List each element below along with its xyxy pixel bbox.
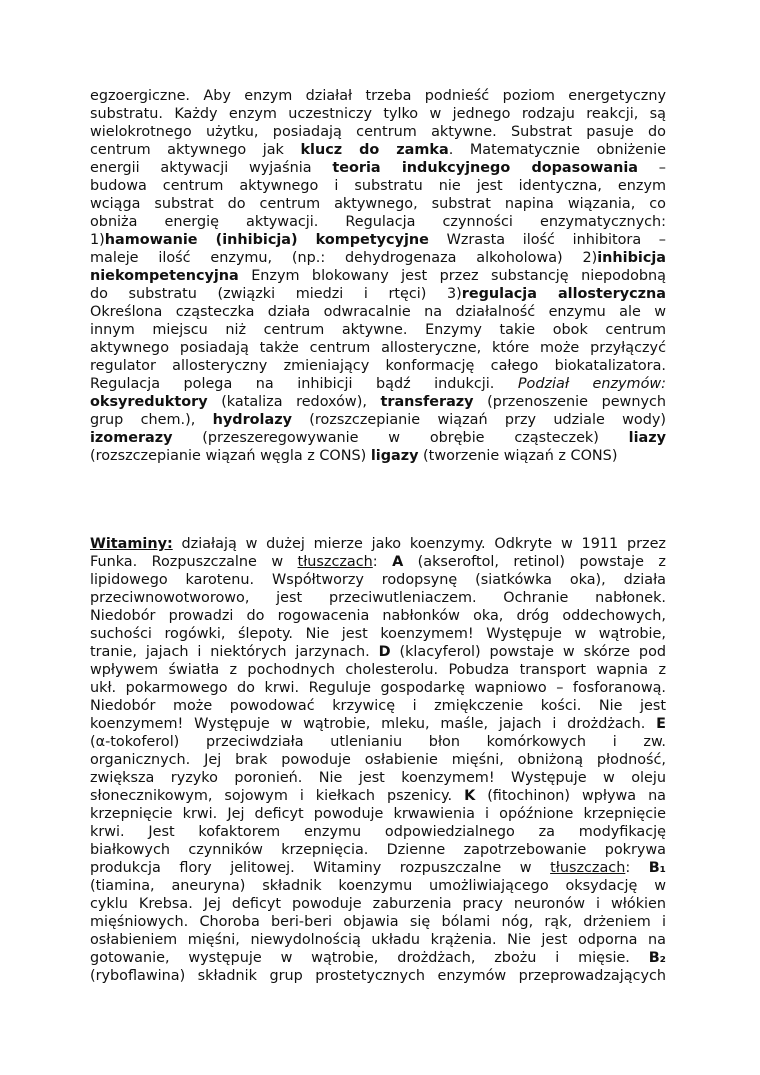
text-segment: energii aktywacji wyjaśnia	[90, 160, 333, 176]
text-line	[90, 411, 666, 429]
text-line	[90, 375, 666, 393]
text-segment: budowa centrum aktywnego i substratu nie jest identyczna, enzym	[90, 178, 666, 194]
text-segment: centrum aktywnego jak	[90, 142, 301, 158]
text-line	[90, 787, 666, 805]
text-segment: wciąga substrat do centrum aktywnego, substrat napina wiązania, co	[90, 196, 666, 212]
text-segment: do substratu (związki miedzi i rtęci) 3)	[90, 286, 462, 302]
enzymes-paragraph	[90, 87, 666, 465]
text-line	[90, 967, 666, 985]
text-segment: mięśniowych. Choroba beri-beri objawia się bólami nóg, rąk, drżeniem i	[90, 914, 666, 930]
text-segment: tłuszczach	[297, 554, 373, 570]
text-line	[90, 393, 666, 411]
text-segment: gotowanie, występuje w wątrobie, drożdżach, zbożu i mięsie.	[90, 950, 649, 966]
text-line	[90, 285, 666, 303]
text-segment: niekompetencyjna	[90, 268, 239, 284]
text-segment: (przenoszenie pewnych	[473, 394, 666, 410]
text-line	[90, 87, 666, 105]
text-line	[90, 339, 666, 357]
text-segment: (akseroftol, retinol) powstaje z	[403, 554, 666, 570]
text-segment: (kataliza redoxów),	[207, 394, 381, 410]
text-segment: wpływem światła z pochodnych cholesterolu. Pobudza transport wapnia z	[90, 662, 666, 678]
text-line	[90, 661, 666, 679]
text-line	[90, 715, 666, 733]
text-segment: –	[638, 160, 666, 176]
text-segment: (rozszczepianie wiązań przy udziale wody)	[291, 412, 666, 428]
text-segment: koenzymem! Występuje w wątrobie, mleku, maśle, jajach i drożdżach.	[90, 716, 657, 732]
text-line	[90, 177, 666, 195]
text-segment: substratu. Każdy enzym uczestniczy tylko w jednego rodzaju reakcji, są	[90, 106, 666, 122]
text-segment: Witaminy:	[90, 536, 173, 552]
text-segment: Wzrasta ilość inhibitora –	[428, 232, 666, 248]
text-segment: hydrolazy	[212, 412, 292, 428]
text-line	[90, 607, 666, 625]
text-line	[90, 303, 666, 321]
text-line	[90, 357, 666, 375]
text-line	[90, 231, 666, 249]
text-segment: (tiamina, aneuryna) składnik koenzymu umożliwiającego oksydację w	[90, 878, 666, 894]
text-line	[90, 931, 666, 949]
text-segment: wielokrotnego użytku, posiadają centrum aktywne. Substrat pasuje do	[90, 124, 666, 140]
text-segment: (tworzenie wiązań z CONS)	[418, 448, 618, 464]
text-line	[90, 535, 666, 553]
text-segment: zwiększa ryzyko poronień. Nie jest koenzymem! Występuje w oleju	[90, 770, 666, 786]
text-line	[90, 105, 666, 123]
text-segment: oksyreduktory	[90, 394, 208, 410]
text-line	[90, 321, 666, 339]
text-segment: tłuszczach	[550, 860, 626, 876]
text-line	[90, 841, 666, 859]
text-segment: B₁	[648, 860, 666, 876]
text-segment: E	[656, 716, 666, 732]
text-line	[90, 877, 666, 895]
text-line	[90, 429, 666, 447]
text-segment: (klacyferol) powstaje w skórze pod	[390, 644, 666, 660]
text-segment: Enzym blokowany jest przez substancję niepodobną	[238, 268, 666, 284]
text-segment: osłabieniem mięśni, niewydolnością układu krążenia. Nie jest odporna na	[90, 932, 666, 948]
text-segment: Określona cząsteczka działa odwracalnie na działalność enzymu ale w	[90, 304, 666, 320]
text-segment: grup chem.),	[90, 412, 213, 428]
text-segment: maleje ilość enzymu, (np.: dehydrogenaza alkoholowa) 2)	[90, 250, 598, 266]
text-segment: egzoergiczne. Aby enzym działał trzeba podnieść poziom energetyczny	[90, 88, 666, 104]
text-segment: Podział enzymów:	[517, 376, 666, 392]
paragraph-gap	[90, 465, 666, 535]
text-segment: izomerazy	[90, 430, 173, 446]
text-segment: Regulacja polega na inhibicji bądź indukcji.	[90, 376, 518, 392]
text-segment: krwi. Jest kofaktorem enzymu odpowiedzialnego za modyfikację	[90, 824, 666, 840]
text-segment: Funka. Rozpuszczalne w	[90, 554, 298, 570]
text-line	[90, 249, 666, 267]
text-line	[90, 159, 666, 177]
text-segment: klucz do zamka	[300, 142, 449, 158]
text-line	[90, 895, 666, 913]
text-line	[90, 195, 666, 213]
text-segment: B₂	[648, 950, 666, 966]
text-line	[90, 571, 666, 589]
text-line	[90, 267, 666, 285]
text-segment: produkcja flory jelitowej. Witaminy rozpuszczalne w	[90, 860, 551, 876]
text-line	[90, 823, 666, 841]
text-segment: (ryboflawina) składnik grup prostetycznych enzymów przeprowadzających	[90, 968, 666, 984]
text-line	[90, 141, 666, 159]
text-segment: teoria indukcyjnego dopasowania	[332, 160, 638, 176]
text-line	[90, 213, 666, 231]
text-segment: działają w dużej mierze jako koenzymy. Odkryte w 1911 przez	[172, 536, 666, 552]
text-segment: białkowych czynników krzepnięcia. Dzienne zapotrzebowanie pokrywa	[90, 842, 666, 858]
text-segment: D	[378, 644, 391, 660]
text-segment: transferazy	[380, 394, 474, 410]
text-line	[90, 625, 666, 643]
text-segment: krzepnięcie krwi. Jej deficyt powoduje krwawienia i opóźnione krzepnięcie	[90, 806, 666, 822]
text-segment: lipidowego karotenu. Współtworzy rodopsynę (siatkówka oka), działa	[90, 572, 666, 588]
text-line	[90, 769, 666, 787]
text-segment: (fitochinon) wpływa na	[475, 788, 666, 804]
text-segment: suchości rogówki, ślepoty. Nie jest koenzymem! Występuje w wątrobie,	[90, 626, 666, 642]
text-segment: innym miejscu niż centrum aktywne. Enzymy takie obok centrum	[90, 322, 666, 338]
text-line	[90, 949, 666, 967]
text-segment: (rozszczepianie wiązań węgla z CONS)	[90, 448, 371, 464]
text-line	[90, 123, 666, 141]
text-segment: przeciwnowotworowo, jest przeciwutleniaczem. Ochranie nabłonek.	[90, 590, 666, 606]
text-segment: liazy	[628, 430, 666, 446]
text-line	[90, 805, 666, 823]
text-segment: aktywnego posiadają także centrum allosteryczne, które może przyłączyć	[90, 340, 666, 356]
text-segment: inhibicja	[597, 250, 666, 266]
text-line	[90, 913, 666, 931]
text-segment: ukł. pokarmowego do krwi. Reguluje gospodarkę wapniowo – fosforanową.	[90, 680, 666, 696]
text-line	[90, 859, 666, 877]
text-segment: 1)	[90, 232, 105, 248]
text-segment: regulator allosteryczny zmieniający konformację całego biokatalizatora.	[90, 358, 666, 374]
text-segment: ligazy	[370, 448, 419, 464]
text-segment: słonecznikowym, sojowym i kiełkach pszenicy.	[90, 788, 465, 804]
text-segment: cyklu Krebsa. Jej deficyt powoduje zaburzenia pracy neuronów i włókien	[90, 896, 666, 912]
text-line	[90, 697, 666, 715]
text-line	[90, 733, 666, 751]
text-segment: tranie, jajach i niektórych jarzynach.	[90, 644, 379, 660]
document-page	[90, 87, 666, 985]
text-segment: (α-tokoferol) przeciwdziała utlenianiu błon komórkowych i zw.	[90, 734, 666, 750]
text-line	[90, 447, 666, 465]
text-segment: hamowanie (inhibicja) kompetycyjne	[104, 232, 429, 248]
text-segment: :	[625, 860, 649, 876]
text-segment: (przeszeregowywanie w obrębie cząsteczek)	[172, 430, 629, 446]
text-line	[90, 589, 666, 607]
text-segment: Niedobór może powodować krzywicę i zmiękczenie kości. Nie jest	[90, 698, 666, 714]
text-line	[90, 553, 666, 571]
text-line	[90, 751, 666, 769]
text-segment: :	[372, 554, 393, 570]
text-line	[90, 643, 666, 661]
text-segment: A	[392, 554, 404, 570]
text-segment: regulacja allosteryczna	[461, 286, 666, 302]
text-segment: K	[464, 788, 476, 804]
text-segment: Niedobór prowadzi do rogowacenia nabłonków oka, dróg oddechowych,	[90, 608, 666, 624]
text-segment: obniża energię aktywacji. Regulacja czynności enzymatycznych:	[90, 214, 666, 230]
text-segment: . Matematycznie obniżenie	[448, 142, 666, 158]
text-segment: organicznych. Jej brak powoduje osłabienie mięśni, obniżoną płodność,	[90, 752, 666, 768]
vitamins-paragraph	[90, 535, 666, 985]
text-line	[90, 679, 666, 697]
